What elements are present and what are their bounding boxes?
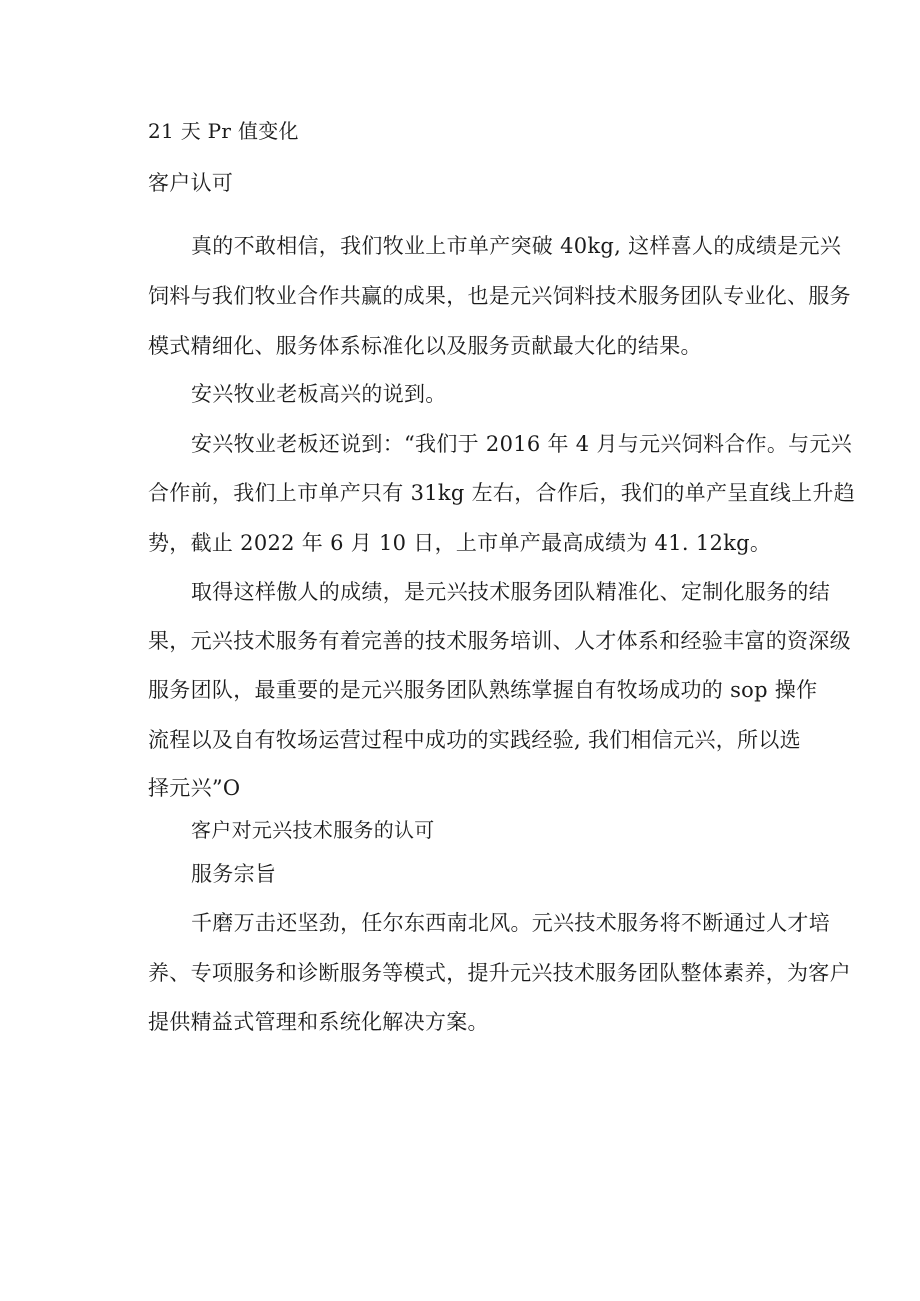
paragraph-4-line-3: 服务团队，最重要的是元兴服务团队熟练掌握自有牧场成功的 sop 操作: [148, 678, 818, 702]
paragraph-3-line-3: 势，截止 2022 年 6 月 10 日，上市单产最高成绩为 41. 12kg。: [148, 531, 772, 555]
paragraph-4-line-5: 择元兴”O: [148, 776, 241, 800]
paragraph-1-line-3: 模式精细化、服务体系标准化以及服务贡献最大化的结果。: [148, 334, 702, 358]
final-paragraph-line-1: 千磨万击还坚劲，任尔东西南北风。元兴技术服务将不断通过人才培: [191, 911, 830, 935]
subsection-title: 服务宗旨: [191, 862, 277, 886]
final-paragraph-line-3: 提供精益式管理和系统化解决方案。: [148, 1010, 489, 1034]
chart-caption: 21 天 Pr 值变化: [148, 119, 299, 143]
paragraph-3-line-1: 安兴牧业老板还说到：“我们于 2016 年 4 月与元兴饲料合作。与元兴: [191, 432, 853, 456]
paragraph-4-line-1: 取得这样傲人的成绩，是元兴技术服务团队精准化、定制化服务的结: [191, 580, 830, 604]
paragraph-2-line-1: 安兴牧业老板高兴的说到。: [191, 382, 447, 406]
paragraph-1-line-2: 饲料与我们牧业合作共赢的成果，也是元兴饲料技术服务团队专业化、服务: [148, 284, 851, 308]
section-title: 客户认可: [148, 171, 234, 195]
paragraph-1-line-1: 真的不敢相信，我们牧业上市单产突破 40kg, 这样喜人的成绩是元兴: [191, 234, 842, 258]
figure-caption: 客户对元兴技术服务的认可: [191, 818, 435, 842]
paragraph-3-line-2: 合作前，我们上市单产只有 31kg 左右，合作后，我们的单产呈直线上升趋: [148, 481, 856, 505]
paragraph-4-line-4: 流程以及自有牧场运营过程中成功的实践经验, 我们相信元兴，所以选: [148, 728, 801, 752]
paragraph-4-line-2: 果，元兴技术服务有着完善的技术服务培训、人才体系和经验丰富的资深级: [148, 629, 851, 653]
final-paragraph-line-2: 养、专项服务和诊断服务等模式，提升元兴技术服务团队整体素养，为客户: [148, 961, 851, 985]
